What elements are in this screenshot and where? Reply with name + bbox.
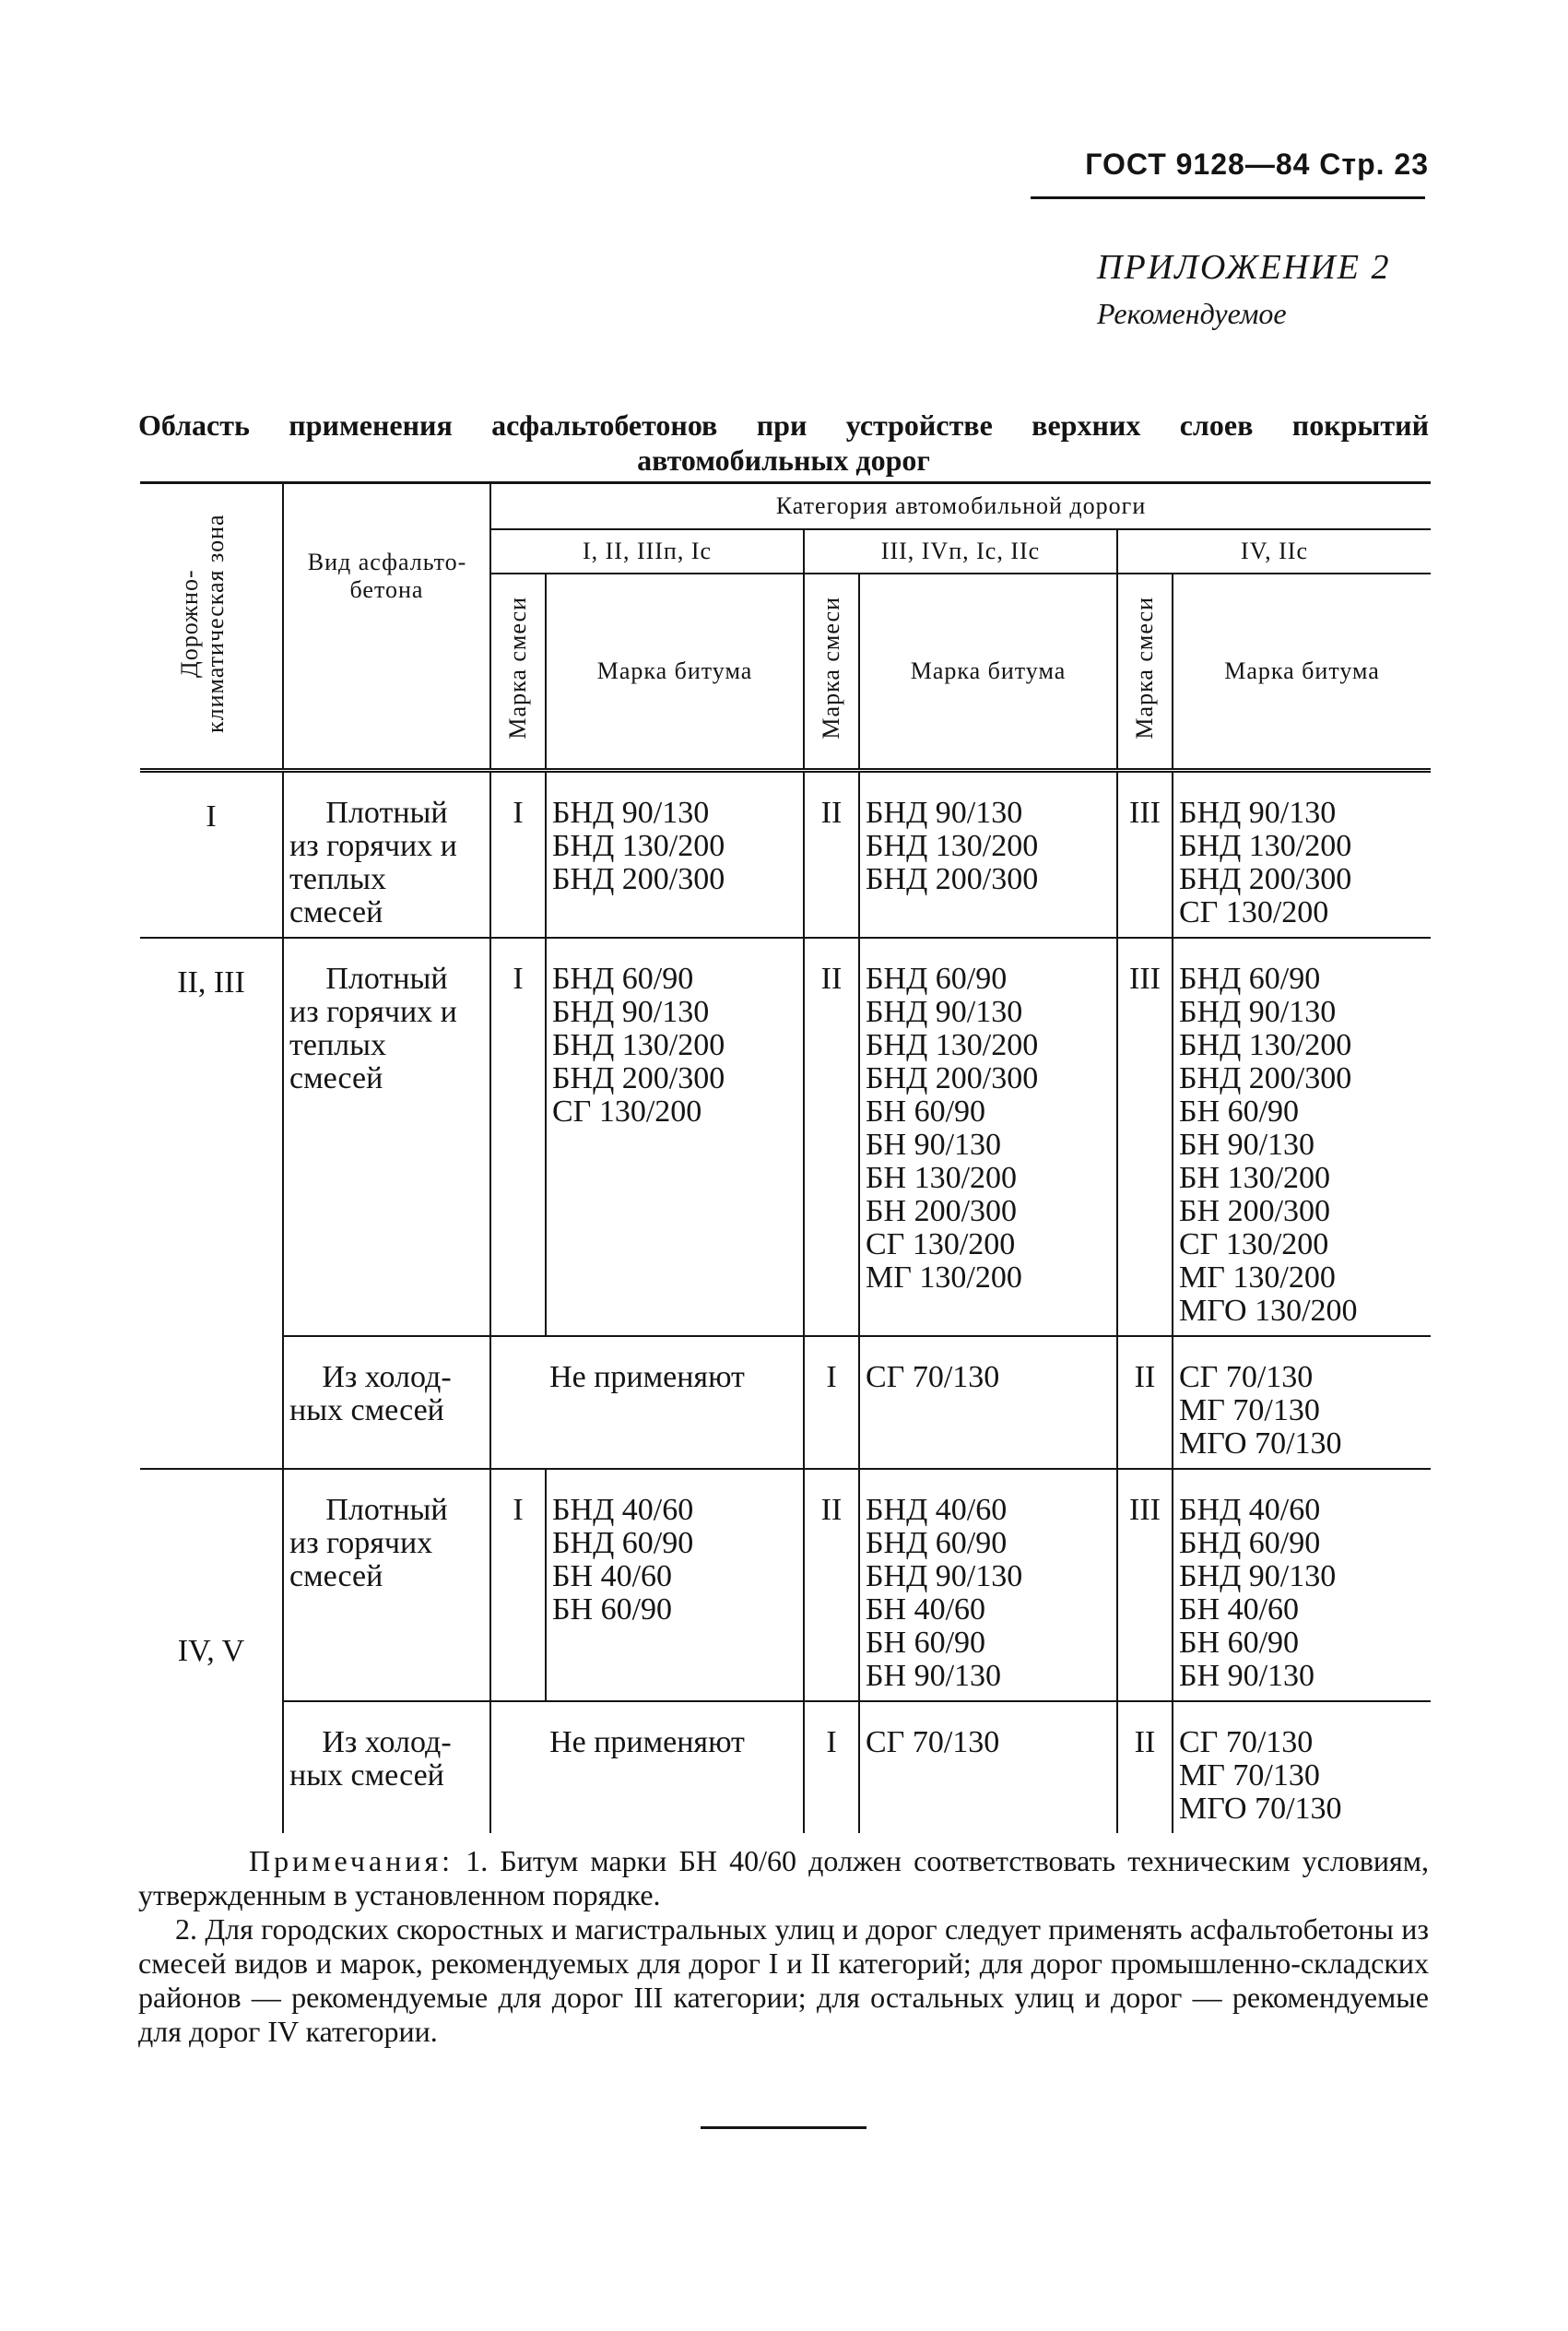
bitumen-table-wrapper (140, 481, 1431, 1833)
mix-grade-cell: III (1117, 1469, 1173, 1701)
bitumen-item: БНД 90/130 (866, 995, 1023, 1029)
note-1-text: 1. Битум марки БН 40/60 должен соответствовать техническим условиям, утвержденным в установленном порядке. (138, 1844, 1430, 1911)
mix-grade-cell: II (804, 771, 859, 939)
road-category-header: Категория автомобильной дороги (490, 483, 1431, 530)
table-row (140, 1336, 1431, 1469)
bitumen-item: БН 40/60 (552, 1559, 673, 1593)
bitumen-item: БНД 130/200 (1179, 829, 1352, 863)
bitumen-item: МГ 130/200 (1179, 1260, 1336, 1295)
zone-header-label: Дорожно-климатическая зона (176, 513, 229, 733)
bitumen-list (1173, 1336, 1431, 1469)
bitumen-item: БНД 40/60 (552, 1493, 694, 1527)
zone-header (140, 483, 283, 771)
kind-header-label: Вид асфальтобетона (307, 549, 466, 603)
bitumen-grade-header-2: Марка битума (859, 574, 1117, 771)
bitumen-item: БНД 200/300 (866, 862, 1039, 896)
bitumen-item: БНД 90/130 (1179, 796, 1337, 830)
kind-first: Плотный (325, 1493, 448, 1527)
bitumen-item: МГ 70/130 (1179, 1393, 1320, 1427)
table-row (140, 938, 1431, 1336)
bitumen-item: БНД 90/130 (866, 1559, 1023, 1593)
table-row (140, 1469, 1431, 1701)
mix-grade-label: Марка смеси (504, 597, 531, 740)
kind-first: Плотный (325, 796, 448, 830)
bitumen-item: МГО 130/200 (1179, 1294, 1358, 1328)
bitumen-item: БН 130/200 (866, 1161, 1018, 1195)
bitumen-item: БН 130/200 (1179, 1161, 1331, 1195)
bitumen-item: БНД 200/300 (866, 1061, 1039, 1095)
bitumen-grade-header-1: Марка битума (546, 574, 804, 771)
bitumen-list (546, 771, 804, 939)
bitumen-item: МГ 70/130 (1179, 1758, 1320, 1793)
bitumen-item: БН 40/60 (1179, 1592, 1300, 1627)
kind-cell (283, 1469, 490, 1701)
bitumen-item: МГО 70/130 (1179, 1426, 1342, 1461)
mix-grade-cell: I (490, 1469, 546, 1701)
bitumen-item: БНД 130/200 (552, 829, 725, 863)
bitumen-item: СГ 70/130 (1179, 1360, 1314, 1394)
mix-grade-label: Марка смеси (818, 597, 844, 740)
mix-grade-cell: I (490, 771, 546, 939)
kind-rest: из горячих и теплых смесей (289, 995, 457, 1095)
kind-cell (283, 1701, 490, 1833)
bitumen-list (1173, 1469, 1431, 1701)
table-title (138, 408, 1429, 478)
bitumen-item: БНД 60/90 (866, 962, 1008, 996)
group-header-3: IV, IIс (1117, 529, 1431, 574)
bitumen-item: БН 90/130 (866, 1659, 1002, 1693)
bottom-rule (701, 2126, 867, 2129)
bitumen-table (140, 481, 1431, 1833)
bitumen-item: БНД 130/200 (866, 829, 1039, 863)
mix-grade-cell: II (804, 938, 859, 1336)
bitumen-item: БН 60/90 (552, 1592, 673, 1627)
bitumen-item: СГ 130/200 (1179, 895, 1329, 929)
bitumen-item: БН 200/300 (1179, 1194, 1331, 1228)
mix-grade-label: Марка смеси (1131, 597, 1158, 740)
bitumen-item: БНД 200/300 (552, 862, 725, 896)
group-header-2: III, IVп, Iс, IIс (804, 529, 1117, 574)
appendix-title: ПРИЛОЖЕНИЕ 2 (1097, 248, 1391, 287)
bitumen-item: БНД 60/90 (1179, 962, 1321, 996)
table-row (140, 771, 1431, 939)
bitumen-item: БНД 40/60 (866, 1493, 1008, 1527)
bitumen-item: СГ 70/130 (1179, 1725, 1314, 1759)
kind-first: Из холод- (322, 1360, 452, 1394)
not-applied-cell: Не применяют (490, 1336, 804, 1469)
mix-grade-cell: I (804, 1336, 859, 1469)
bitumen-list (546, 1469, 804, 1701)
bitumen-item: СГ 70/130 (866, 1725, 1000, 1759)
table-row (140, 1701, 1431, 1833)
page-header: ГОСТ 9128—84 Стр. 23 (1085, 148, 1429, 181)
bitumen-list (859, 771, 1117, 939)
table-title-line1: Область применения асфальтобетонов при устройстве верхних слоев покрытий (138, 408, 1429, 442)
bitumen-item: БНД 90/130 (1179, 1559, 1337, 1593)
mix-grade-cell: III (1117, 771, 1173, 939)
bitumen-item: СГ 130/200 (1179, 1227, 1329, 1261)
bitumen-item: МГО 70/130 (1179, 1792, 1342, 1826)
bitumen-item: БНД 130/200 (866, 1028, 1039, 1062)
bitumen-list (859, 1336, 1117, 1469)
mix-grade-cell: I (804, 1701, 859, 1833)
bitumen-item: БН 60/90 (866, 1626, 986, 1660)
bitumen-list (1173, 771, 1431, 939)
bitumen-item: МГ 130/200 (866, 1260, 1022, 1295)
bitumen-list (546, 938, 804, 1336)
bitumen-item: БН 200/300 (866, 1194, 1018, 1228)
note-2: 2. Для городских скоростных и магистральных улиц и дорог следует применять асфальтобетоны из смесей видов и марок, рекомендуемых для дорог I и II категорий; для дорог промышленно-складских районов — рекомендуемые для дорог III категории; для остальных улиц и дорог — рекомендуемые для дорог IV категории. (138, 1912, 1429, 2048)
zone-cell: I (140, 771, 283, 939)
bitumen-grade-header-3: Марка битума (1173, 574, 1431, 771)
kind-cell (283, 1336, 490, 1469)
kind-rest: из горячих смесей (289, 1526, 433, 1593)
bitumen-item: БНД 60/90 (552, 1526, 694, 1560)
mix-grade-cell: III (1117, 938, 1173, 1336)
bitumen-item: СГ 130/200 (552, 1095, 702, 1129)
bitumen-list (1173, 1701, 1431, 1833)
bitumen-list (859, 938, 1117, 1336)
bitumen-item: БН 60/90 (866, 1095, 986, 1129)
bitumen-item: БНД 40/60 (1179, 1493, 1321, 1527)
mix-grade-cell: I (490, 938, 546, 1336)
kind-rest: из горячих и теплых смесей (289, 829, 457, 929)
bitumen-item: БН 90/130 (1179, 1128, 1315, 1162)
bitumen-item: БНД 200/300 (1179, 1061, 1352, 1095)
bitumen-item: БН 90/130 (866, 1128, 1002, 1162)
notes (138, 1844, 1429, 2049)
bitumen-list (1173, 938, 1431, 1336)
bitumen-item: БН 60/90 (1179, 1095, 1300, 1129)
bitumen-item: БНД 60/90 (866, 1526, 1008, 1560)
mix-grade-header-1 (490, 574, 546, 771)
bitumen-item: БН 40/60 (866, 1592, 986, 1627)
mix-grade-header-3 (1117, 574, 1173, 771)
bitumen-item: БНД 90/130 (552, 995, 710, 1029)
zone-cell: IV, V (140, 1469, 283, 1833)
bitumen-item: БНД 200/300 (1179, 862, 1352, 896)
bitumen-item: СГ 130/200 (866, 1227, 1016, 1261)
bitumen-item: БНД 90/130 (866, 796, 1023, 830)
bitumen-item: БНД 130/200 (1179, 1028, 1352, 1062)
kind-first: Из холод- (322, 1725, 452, 1759)
kind-cell (283, 771, 490, 939)
bitumen-item: БНД 130/200 (552, 1028, 725, 1062)
notes-label: Примечания: (249, 1844, 454, 1877)
bitumen-item: БНД 90/130 (1179, 995, 1337, 1029)
bitumen-item: БН 60/90 (1179, 1626, 1300, 1660)
bitumen-list (859, 1469, 1117, 1701)
kind-rest: ных смесей (289, 1758, 444, 1793)
bitumen-item: БНД 90/130 (552, 796, 710, 830)
group-header-1: I, II, IIIп, Iс (490, 529, 804, 574)
bitumen-list (859, 1701, 1117, 1833)
mix-grade-cell: II (1117, 1701, 1173, 1833)
kind-header (283, 483, 490, 771)
bitumen-item: СГ 70/130 (866, 1360, 1000, 1394)
table-title-line2: автомобильных дорог (637, 444, 930, 477)
kind-first: Плотный (325, 962, 448, 996)
bitumen-item: БНД 60/90 (552, 962, 694, 996)
kind-rest: ных смесей (289, 1393, 444, 1427)
mix-grade-cell: II (804, 1469, 859, 1701)
bitumen-item: БНД 60/90 (1179, 1526, 1321, 1560)
mix-grade-header-2 (804, 574, 859, 771)
bitumen-item: БНД 200/300 (552, 1061, 725, 1095)
bitumen-item: БН 90/130 (1179, 1659, 1315, 1693)
zone-cell: II, III (140, 938, 283, 1469)
header-rule (1031, 196, 1425, 199)
appendix-subtitle: Рекомендуемое (1097, 297, 1287, 330)
mix-grade-cell: II (1117, 1336, 1173, 1469)
not-applied-cell: Не применяют (490, 1701, 804, 1833)
kind-cell (283, 938, 490, 1336)
note-1 (138, 1844, 1429, 1912)
